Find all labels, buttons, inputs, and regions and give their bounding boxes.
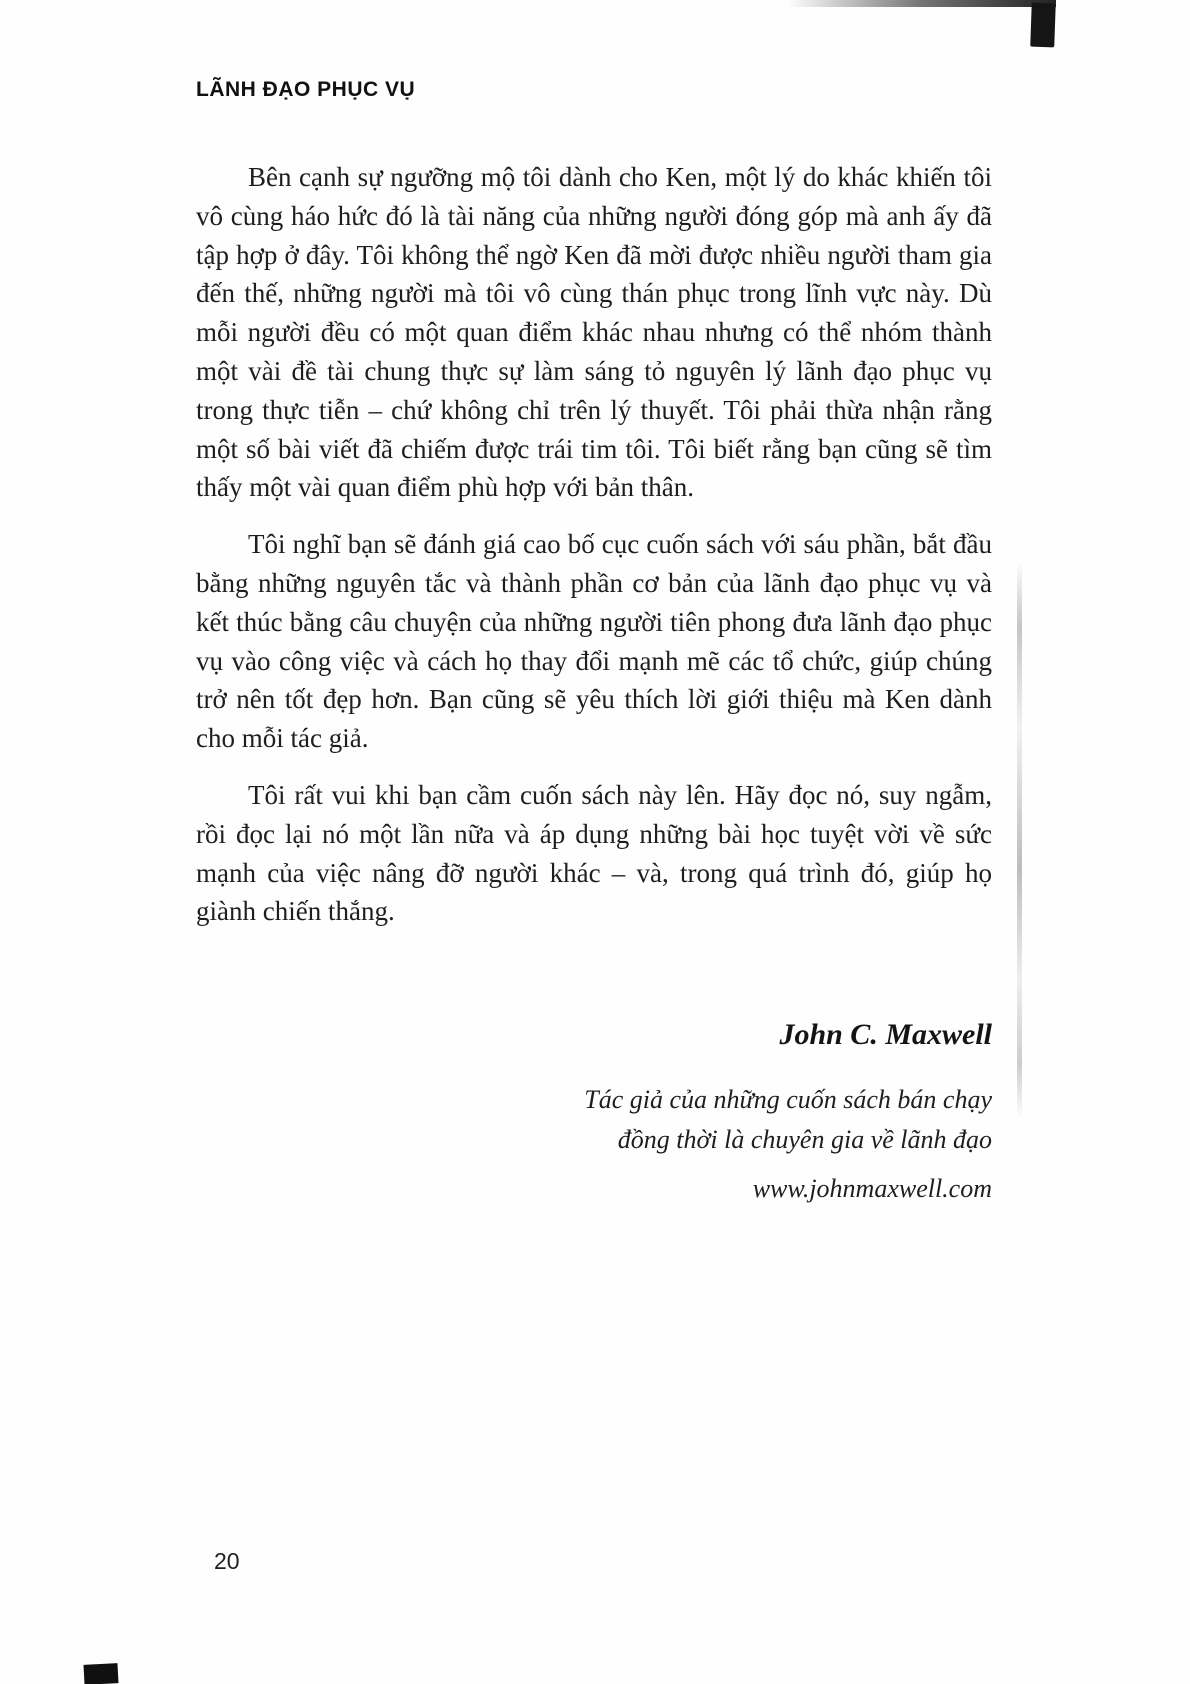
author-website: www.johnmaxwell.com [752, 1174, 992, 1203]
signature-block [196, 1018, 992, 1204]
paragraph-3: Tôi rất vui khi bạn cầm cuốn sách này lên. Hãy đọc nó, suy ngẫm, rồi đọc lại nó một lần nữa và áp dụng những bài học tuyệt vời về sức mạnh của việc nâng đỡ người khác – và, trong quá trình đó, giúp họ giành chiến thắng. [196, 779, 992, 927]
page-number: 20 [214, 1548, 240, 1574]
scan-artifact-right-shadow [1017, 560, 1022, 1120]
scan-artifact-top-bar [788, 0, 1056, 7]
body-text [196, 158, 992, 949]
paragraph-2: Tôi nghĩ bạn sẽ đánh giá cao bố cục cuốn sách với sáu phần, bắt đầu bằng những nguyên tắc và thành phần cơ bản của lãnh đạo phục vụ và kết thúc bằng câu chuyện của những người tiên phong đưa lãnh đạo phục vụ vào công việc và cách họ thay đổi mạnh mẽ các tổ chức, giúp chúng trở nên tốt đẹp hơn. Bạn cũng sẽ yêu thích lời giới thiệu mà Ken dành cho mỗi tác giả. [196, 529, 992, 754]
paragraph-1: Bên cạnh sự ngưỡng mộ tôi dành cho Ken, một lý do khác khiến tôi vô cùng háo hức đó là tài năng của những người đóng góp mà anh ấy đã tập hợp ở đây. Tôi không thể ngờ Ken đã mời được nhiều người tham gia đến thế, những người mà tôi vô cùng thán phục trong lĩnh vực này. Dù mỗi người đều có một quan điểm khác nhau nhưng có thể nhóm thành một vài đề tài chung thực sự làm sáng tỏ nguyên lý lãnh đạo phục vụ trong thực tiễn – chứ không chỉ trên lý thuyết. Tôi phải thừa nhận rằng một số bài viết đã chiếm được trái tim tôi. Tôi biết rằng bạn cũng sẽ tìm thấy một vài quan điểm phù hợp với bản thân. [196, 162, 992, 503]
running-header: LÃNH ĐẠO PHỤC VỤ [196, 78, 416, 101]
author-name: John C. Maxwell [779, 1018, 992, 1051]
author-byline-line1: Tác giả của những cuốn sách bán chạy [584, 1085, 992, 1114]
scan-artifact-top-tick [1030, 3, 1056, 48]
author-byline-line2: đồng thời là chuyên gia về lãnh đạo [617, 1125, 992, 1154]
scan-artifact-bottom-mark [83, 1663, 118, 1684]
